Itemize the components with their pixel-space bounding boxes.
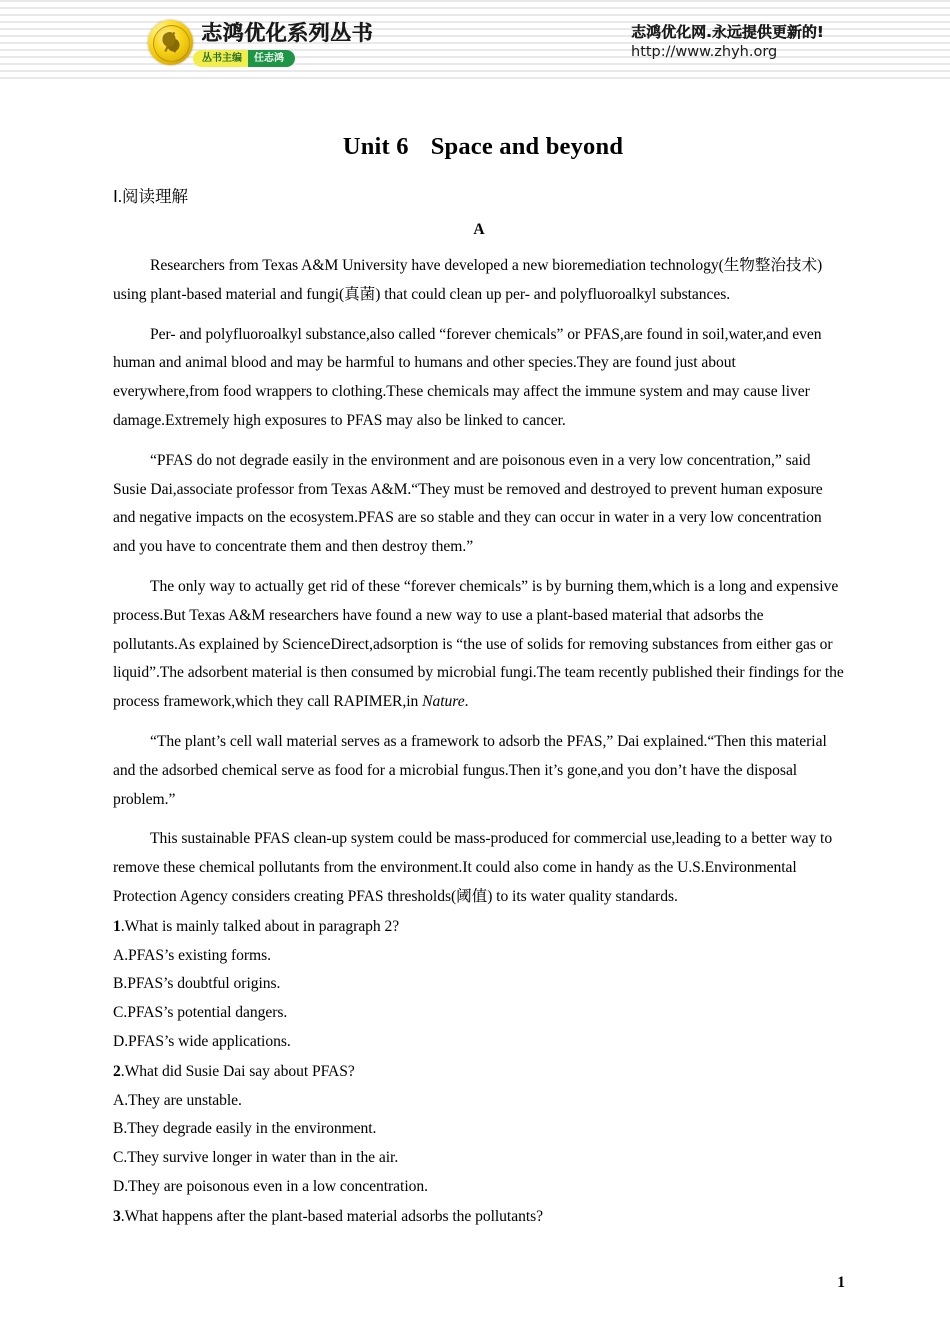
question-2-option-c[interactable]: C.They survive longer in water than in the air. (113, 1149, 399, 1167)
site-info-block (631, 24, 824, 61)
document-body (0, 133, 950, 1232)
paragraph-4-italic-journal: Nature (422, 693, 465, 711)
question-block-3 (113, 1203, 845, 1232)
question-number-3: 3 (113, 1207, 121, 1225)
question-block-2 (113, 1058, 845, 1202)
site-url[interactable]: http://www.zhyh.org (631, 43, 778, 60)
paragraph-4-text-before: The only way to actually get rid of these “forever chemicals” is by burning them,which is a long and expensive process.But Texas A&M researchers have found a new way to use a plant-based material that adsorbs the pollutants.As explained by ScienceDirect,adsorption is “the use of solids for removing substances from either gas or liquid”.The adsorbent material is then consumed by microbial fungi.The team recently published their findings for the process framework,which they call RAPIMER,in (113, 577, 844, 711)
question-1-option-b[interactable]: B.PFAS’s doubtful origins. (113, 975, 281, 993)
question-2-option-b[interactable]: B.They degrade easily in the environment. (113, 1120, 377, 1138)
brand-title: 志鸿优化系列丛书 (201, 21, 373, 45)
question-number-1: 1 (113, 917, 121, 935)
paragraph-4-text-after: . (464, 693, 469, 711)
question-text-2: .What did Susie Dai say about PFAS? (120, 1062, 355, 1080)
question-stem-2 (113, 1058, 845, 1087)
badge-label-editor-name: 任志鸿 (248, 50, 295, 67)
question-number-2: 2 (113, 1062, 121, 1080)
question-stem-1 (113, 913, 845, 942)
question-stem-3 (113, 1203, 845, 1232)
passage-paragraph-6: This sustainable PFAS clean-up system could be mass-produced for commercial use,leading to a better way to remove these chemical pollutants from the environment.It could also come in handy as the U.S.Environmental Protection Agency considers creating PFAS thresholds(阈值) to its water quality standards. (113, 830, 833, 905)
page-number: 1 (837, 1274, 845, 1291)
gold-seal-icon (148, 20, 193, 65)
question-block-1 (113, 913, 845, 1057)
passage-paragraph-4 (113, 573, 845, 717)
page-title (113, 133, 845, 161)
question-2-option-a[interactable]: A.They are unstable. (113, 1091, 242, 1109)
page-header-banner (0, 0, 950, 83)
passage-paragraph-2: Per- and polyfluoroalkyl substance,also called “forever chemicals” or PFAS,are found in soil,water,and even human and animal blood and may be harmful to humans and other species.They are found just about everywhere,from food wrappers to clothing.These chemicals may affect the immune system and may cause liver damage.Extremely high exposures to PFAS may also be linked to cancer. (113, 325, 822, 429)
site-name: 志鸿优化网.永远提供更新的! (631, 23, 824, 41)
question-text-3: .What happens after the plant-based material adsorbs the pollutants? (120, 1207, 543, 1225)
passage-paragraph-1: Researchers from Texas A&M University have developed a new bioremediation technology(生物整治技术) using plant-based material and fungi(真菌) that could clean up per- and polyfluoroalkyl substances. (113, 257, 823, 303)
unit-title-text: Space and beyond (430, 133, 624, 160)
passage-paragraph-5: “The plant’s cell wall material serves as a framework to adsorb the PFAS,” Dai explained.“Then this material and the adsorbed chemical serve as food for a microbial fungus.Then it’s gone,and you don’t have the disposal problem.” (113, 732, 827, 808)
header-inner (0, 0, 950, 83)
question-1-option-d[interactable]: D.PFAS’s wide applications. (113, 1032, 291, 1050)
passage-paragraph-3: “PFAS do not degrade easily in the environment and are poisonous even in a very low concentration,” said Susie Dai,associate professor from Texas A&M.“They must be removed and destroyed to prevent human exposure and negative impacts on the ecosystem.PFAS are so stable and they can occur in water in a very low concentration and you have to concentrate them and then destroy them.” (113, 451, 823, 556)
unit-title-number: Unit 6 (342, 133, 409, 160)
badge-label-series-editor: 丛书主编 (193, 50, 248, 67)
question-2-option-d[interactable]: D.They are poisonous even in a low concentration. (113, 1177, 428, 1195)
brand-editor-badge (193, 50, 295, 67)
question-text-1: .What is mainly talked about in paragraph 2? (120, 917, 400, 935)
section-heading-reading: Ⅰ.阅读理解 (113, 187, 188, 206)
question-1-option-c[interactable]: C.PFAS’s potential dangers. (113, 1004, 288, 1022)
passage-label-a: A (473, 221, 485, 238)
question-1-option-a[interactable]: A.PFAS’s existing forms. (113, 946, 271, 964)
